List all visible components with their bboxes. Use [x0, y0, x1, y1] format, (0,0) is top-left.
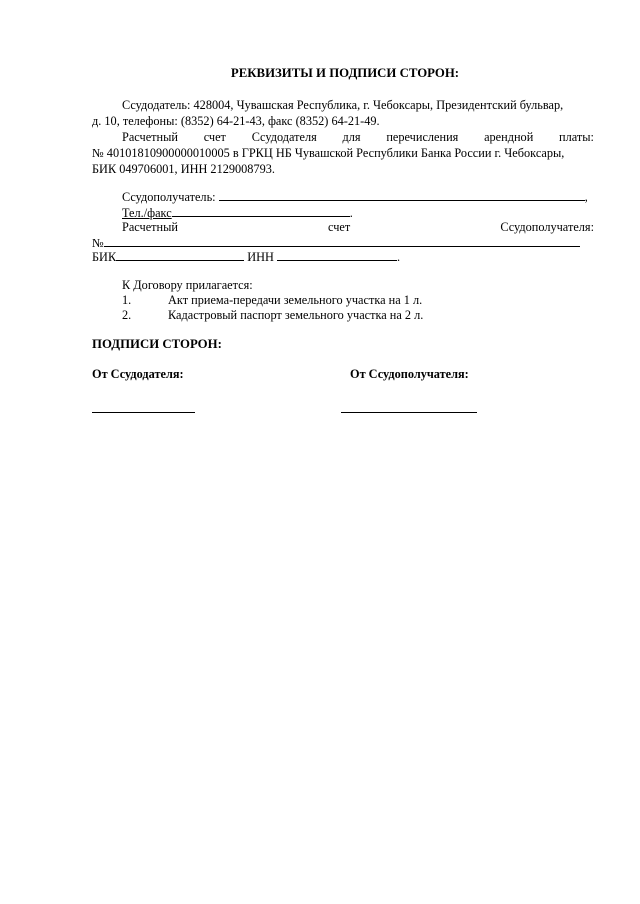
attachments-heading: К Договору прилагается:: [122, 278, 253, 292]
inn-blank: [277, 249, 397, 261]
phone-end: .: [349, 206, 353, 220]
word: Расчетный: [122, 130, 178, 144]
word: Ссудополучателя:: [500, 220, 594, 234]
lender-line-1: Ссудодатель: 428004, Чувашская Республика, г. Чебоксары, Президентский бульвар,: [122, 98, 564, 112]
lender-account-line: [122, 129, 594, 145]
borrower-account-line: [122, 219, 594, 235]
lender-line-2: д. 10, телефоны: (8352) 64-21-43, факс (8352) 64-21-49.: [92, 114, 380, 128]
attachment-number: 2.: [122, 308, 132, 322]
borrower-comma: ,: [584, 190, 588, 204]
borrower-label: Ссудополучатель:: [122, 190, 216, 204]
bik-blank: [116, 249, 244, 261]
attachment-item: [122, 307, 423, 323]
word: Ссудодателя: [251, 130, 317, 144]
attachment-number: 1.: [122, 293, 132, 307]
word: Расчетный: [122, 220, 178, 234]
word: для: [342, 130, 361, 144]
attachment-text: Кадастровый паспорт земельного участка на 2 л.: [168, 308, 424, 322]
signature-line-left: [92, 412, 195, 413]
attachment-item: [122, 292, 422, 308]
document-title: РЕКВИЗИТЫ И ПОДПИСИ СТОРОН:: [230, 66, 460, 80]
attachment-text: Акт приема-передачи земельного участка на 1 л.: [168, 293, 423, 307]
borrower-bik-inn-line: [92, 249, 400, 265]
inn-label: ИНН: [247, 250, 274, 264]
word: счет: [328, 220, 351, 234]
borrower-line: [122, 189, 588, 205]
bik-label: БИК: [92, 250, 117, 264]
lender-line-4: № 40101810900000010005 в ГРКЦ НБ Чувашской Республики Банка России г. Чебоксары,: [92, 146, 565, 160]
bik-end: .: [396, 250, 401, 264]
signature-line-right: [341, 412, 477, 413]
word: платы:: [559, 130, 594, 144]
word: счет: [203, 130, 226, 144]
borrower-name-blank: [219, 189, 585, 201]
account-number-blank: [104, 235, 580, 247]
word: арендной: [484, 130, 534, 144]
signature-right-label: От Ссудополучателя:: [350, 367, 469, 381]
signature-left-label: От Ссудодателя:: [92, 367, 184, 381]
num-sign: №: [92, 236, 104, 250]
phone-label: Тел./факс: [122, 206, 172, 220]
signatures-heading: ПОДПИСИ СТОРОН:: [92, 337, 222, 351]
word: перечисления: [386, 130, 459, 144]
lender-line-5: БИК 049706001, ИНН 2129008793.: [92, 162, 275, 176]
phone-blank: [172, 205, 350, 217]
